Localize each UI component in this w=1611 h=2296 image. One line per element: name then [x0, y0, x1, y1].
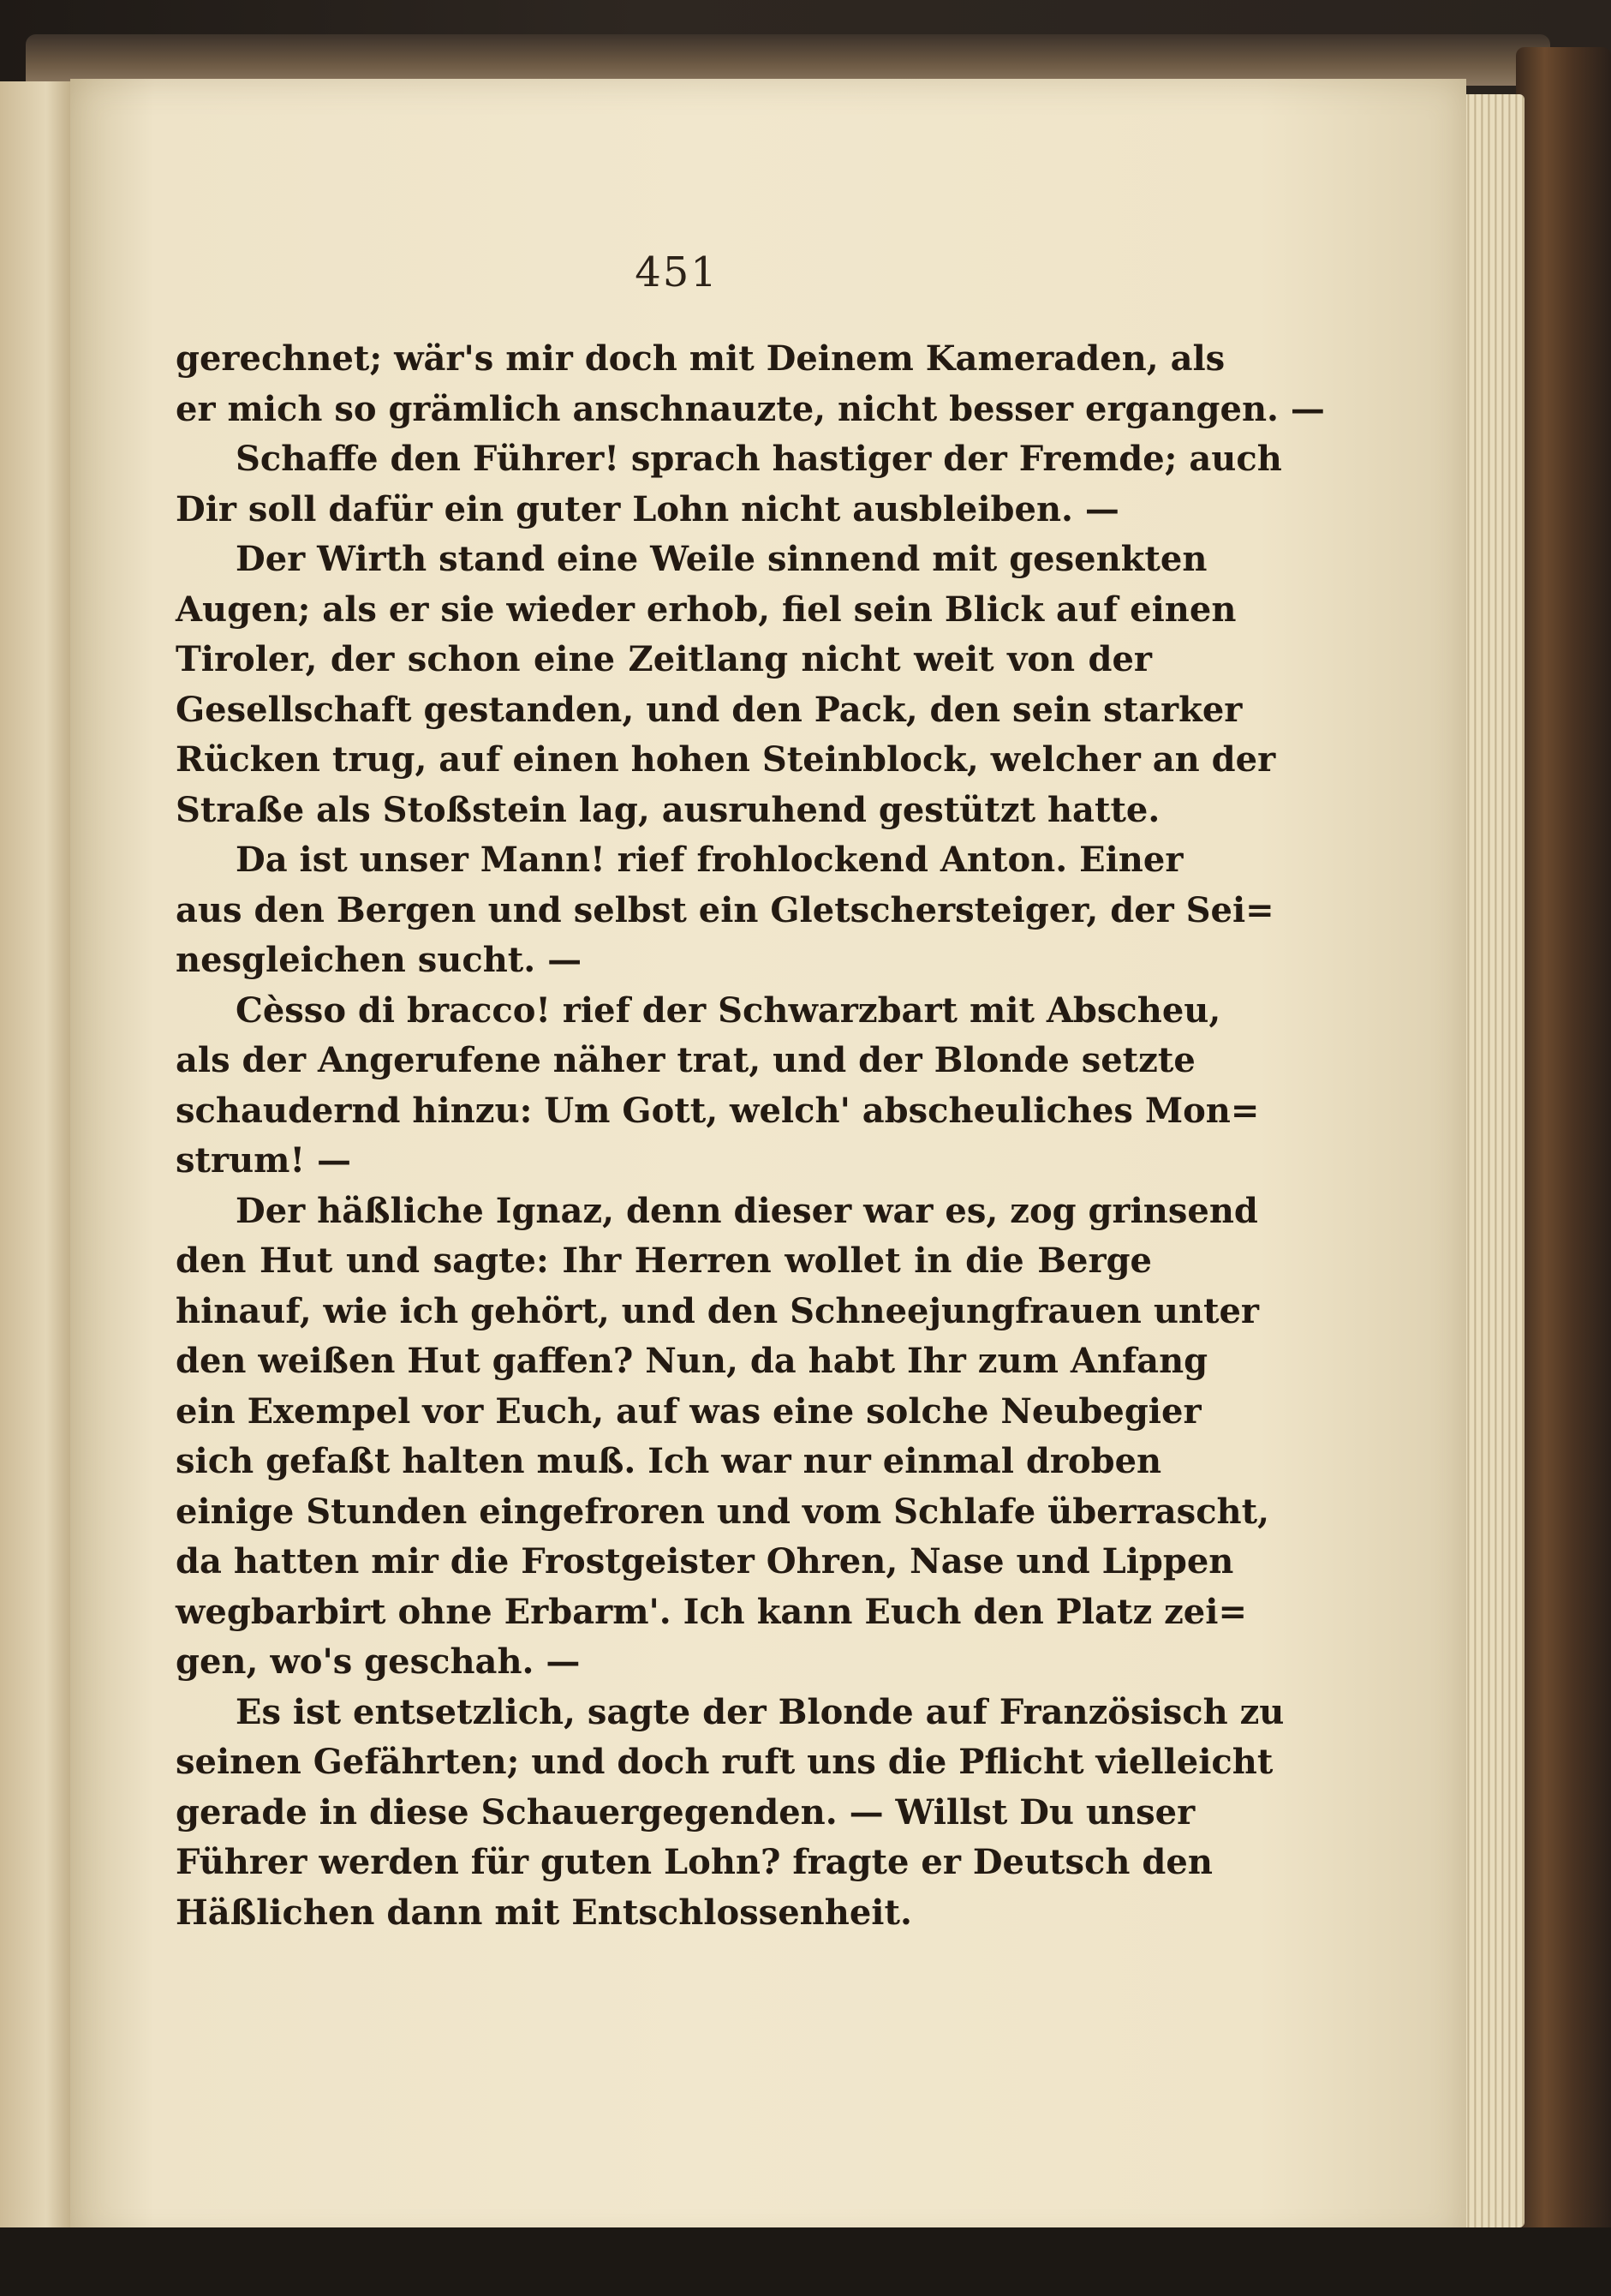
- text-line: Cèsso di bracco! rief der Schwarzbart mit Abscheu,: [236, 990, 1221, 1031]
- text-line: Es ist entsetzlich, sagte der Blonde auf Französisch zu: [236, 1691, 1285, 1732]
- text-line: strum! —: [176, 1140, 351, 1181]
- text-line: Tiroler, der schon eine Zeitlang nicht weit von der: [176, 639, 1152, 679]
- text-line: hinauf, wie ich gehört, und den Schneejungfrauen unter: [176, 1290, 1259, 1331]
- text-line: gerechnet; wär's mir doch mit Deinem Kameraden, als: [176, 338, 1226, 379]
- text-line: Führer werden für guten Lohn? fragte er Deutsch den: [176, 1842, 1213, 1882]
- text-line: Straße als Stoßstein lag, ausruhend gestützt hatte.: [176, 789, 1161, 830]
- text-line: wegbarbirt ohne Erbarm'. Ich kann Euch den Platz zei=: [176, 1591, 1247, 1632]
- text-line: Rücken trug, auf einen hohen Steinblock, welcher an der: [176, 739, 1276, 780]
- text-line: schaudernd hinzu: Um Gott, welch' abscheuliches Mon=: [176, 1090, 1260, 1131]
- text-line: aus den Bergen und selbst ein Gletschersteiger, der Sei=: [176, 889, 1274, 930]
- page-number: 451: [635, 248, 719, 296]
- text-line: Gesellschaft gestanden, und den Pack, den sein starker: [176, 689, 1243, 730]
- text-line: Der häßliche Ignaz, denn dieser war es, zog grinsend: [236, 1190, 1258, 1231]
- page-edges-stack: [1456, 94, 1524, 2227]
- scan-background-bottom: [0, 2227, 1611, 2296]
- text-line: Der Wirth stand eine Weile sinnend mit gesenkten: [236, 539, 1208, 579]
- text-line: seinen Gefährten; und doch ruft uns die Pflicht vielleicht: [176, 1742, 1274, 1782]
- text-line: gen, wo's geschah. —: [176, 1641, 581, 1682]
- text-line: Dir soll dafür ein guter Lohn nicht ausbleiben. —: [176, 488, 1119, 529]
- text-line: er mich so grämlich anschnauzte, nicht besser ergangen. —: [176, 388, 1325, 429]
- text-line: den Hut und sagte: Ihr Herren wollet in die Berge: [176, 1241, 1152, 1281]
- text-line: als der Angerufene näher trat, und der Blonde setzte: [176, 1040, 1196, 1080]
- book-spine: [1516, 47, 1611, 2240]
- text-line: gerade in diese Schauergegenden. — Willst Du unser: [176, 1791, 1196, 1833]
- binding-top-edge: [26, 34, 1550, 86]
- text-line: Häßlichen dann mit Entschlossenheit.: [176, 1892, 912, 1933]
- text-line: da hatten mir die Frostgeister Ohren, Nase und Lippen: [176, 1541, 1234, 1581]
- text-line: Da ist unser Mann! rief frohlockend Anton. Einer: [236, 840, 1184, 880]
- text-line: nesgleichen sucht. —: [176, 940, 582, 980]
- text-line: Augen; als er sie wieder erhob, fiel sein Blick auf einen: [176, 589, 1237, 630]
- text-line: den weißen Hut gaffen? Nun, da habt Ihr zum Anfang: [176, 1341, 1208, 1381]
- text-line: sich gefaßt halten muß. Ich war nur einmal droben: [176, 1441, 1162, 1481]
- text-line: ein Exempel vor Euch, auf was eine solche Neubegier: [176, 1390, 1202, 1432]
- text-line: Schaffe den Führer! sprach hastiger der Fremde; auch: [236, 439, 1282, 479]
- previous-page-edge: [0, 81, 80, 2240]
- text-line: einige Stunden eingefroren und vom Schlafe überrascht,: [176, 1491, 1270, 1532]
- body-text: [176, 334, 1325, 1938]
